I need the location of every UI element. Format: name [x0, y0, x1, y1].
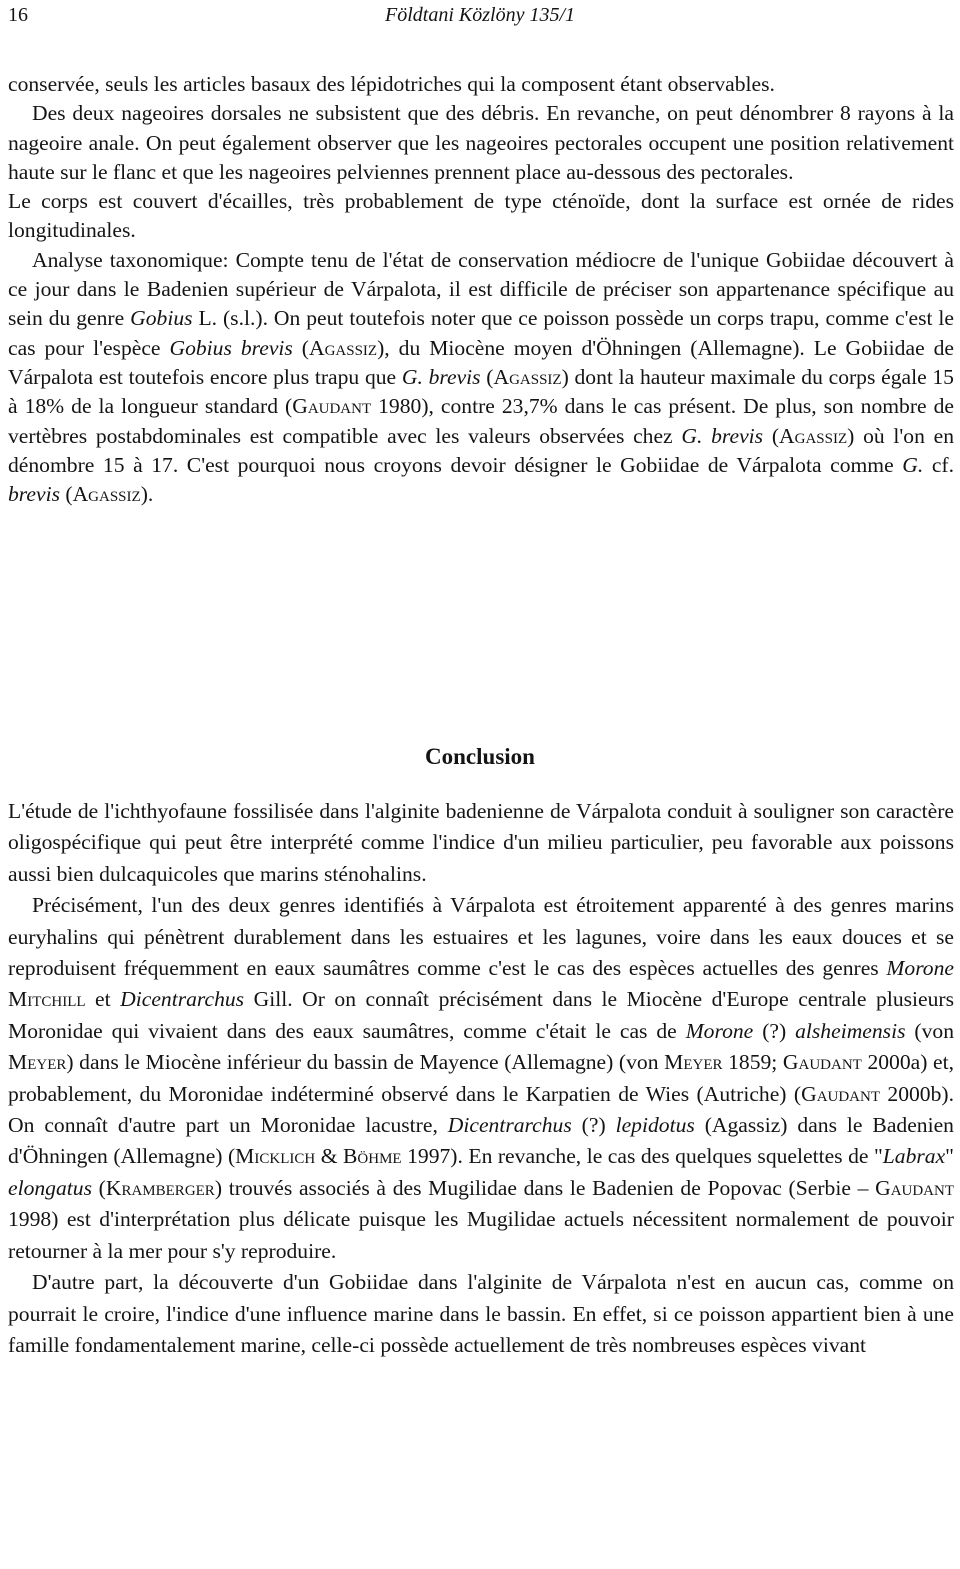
- author-name: Böhme: [343, 1144, 402, 1169]
- text-run: (: [763, 423, 780, 448]
- author-name: Mitchill: [8, 987, 86, 1012]
- text-run: ) dans le Miocène inférieur du bassin de Mayence (Allemagne) (von: [66, 1050, 665, 1075]
- author-name: Gaudant: [801, 1081, 881, 1106]
- description-block: [8, 70, 954, 509]
- text-run: ), du Miocène moyen d'Öhningen (Allemagne). Le Gobiidae de Várpalota est toutefois encore plus trapu que: [8, 335, 954, 389]
- text-run: 1980), contre 23,7% dans le cas présent. De plus, son nombre de vertèbres postabdominales est compatible avec les valeurs observées chez: [8, 394, 955, 448]
- text-run: (Agassiz) dans le Badenien d'Öhningen (Allemagne) (: [8, 1113, 954, 1169]
- taxon-name: Dicentrarchus: [120, 987, 245, 1012]
- text-run: ) où l'on en dénombre 15 à 17. C'est pourquoi nous croyons devoir désigner le Gobiidae de Várpalota comme: [8, 423, 954, 477]
- taxon-name: Gobius brevis: [169, 335, 293, 360]
- text-run: (von: [905, 1018, 954, 1043]
- section-heading-conclusion: Conclusion: [425, 744, 535, 769]
- taxon-name: Dicentrarchus: [447, 1113, 572, 1138]
- journal-title: Földtani Közlöny 135/1: [385, 4, 575, 26]
- author-name: Agassiz: [493, 364, 562, 389]
- text-run: ) dont la hauteur maximale du corps égale 15 à 18% de la longueur standard (: [8, 364, 954, 419]
- text-run: 1998) est d'interprétation plus délicate puisque les Mugilidae actuels nécessitent normalement de pouvoir retourner à la mer pour s'y reproduire.: [8, 1207, 954, 1263]
- taxon-name: brevis: [8, 482, 60, 507]
- author-name: Agassiz: [308, 335, 378, 360]
- taxon-name: Labrax: [882, 1144, 946, 1169]
- text-run: ": [945, 1144, 954, 1169]
- text-run: L. (s.l.). On peut toutefois noter que ce poisson possède un corps trapu, comme c'est le cas pour l'espèce: [8, 306, 954, 360]
- text-run: 2000b). On connaît d'autre part un Moronidae lacustre,: [8, 1081, 954, 1138]
- author-name: Meyer: [8, 1050, 67, 1075]
- paragraph-conclusion-intro: L'étude de l'ichthyofaune fossilisée dans l'alginite badenienne de Várpalota conduit à souligner son caractère oligospécifique qui peut être interprété comme l'indice d'un milieu particulier, peu favorable aux poissons aussi bien dulcaquicoles que marins sténohalins.: [8, 799, 954, 886]
- taxon-name: elongatus: [8, 1175, 92, 1200]
- author-name: Gaudant: [782, 1050, 862, 1075]
- running-header: [8, 0, 952, 30]
- text-run: &: [315, 1144, 344, 1169]
- text-run: et: [85, 987, 121, 1012]
- author-name: Gaudant: [875, 1175, 955, 1200]
- paragraph-fin-description: conservée, seuls les articles basaux des lépidotriches qui la composent étant observables.: [8, 72, 775, 96]
- text-run: (?): [753, 1018, 796, 1043]
- text-run: 1997). En revanche, le cas des quelques squelettes de ": [401, 1144, 883, 1169]
- paragraph-nageoires: Des deux nageoires dorsales ne subsistent que des débris. En revanche, on peut dénombrer 8 rayons à la nageoire anale. On peut également observer que les nageoires pectorales occupent une position relativement haute sur le flanc et que les nageoires pelviennes prennent place au-dessous des pectorales.: [8, 101, 954, 184]
- taxon-name: Gobius: [130, 306, 193, 331]
- text-run: (: [59, 482, 73, 507]
- taxon-name: G. brevis: [681, 423, 764, 448]
- taxon-name: G.: [902, 452, 924, 477]
- author-name: Meyer: [664, 1050, 723, 1075]
- conclusion-block: [8, 796, 954, 1361]
- text-run: (?): [571, 1113, 616, 1138]
- taxon-name: G. brevis: [401, 364, 481, 389]
- page-number: 16: [8, 4, 28, 26]
- paragraph-gobiidae-influence: D'autre part, la découverte d'un Gobiidae dans l'alginite de Várpalota n'est en aucun cas, comme on pourrait le croire, l'indice d'une influence marine dans le bassin. En effet, si ce poisson appartient bien à une famille fondamentalement marine, celle-ci possède actuellement de très nombreuses espèces vivant: [8, 1270, 954, 1357]
- text-run: (: [480, 364, 494, 389]
- text-run: 2000a) et, probablement, du Moronidae indéterminé observé dans le Karpatien de Wies (Autriche) (: [8, 1050, 955, 1106]
- text-run: ) trouvés associés à des Mugilidae dans le Badenien de Popovac (Serbie –: [214, 1175, 876, 1200]
- text-run: Analyse taxonomique: Compte tenu de l'état de conservation médiocre de l'unique Gobiidae découvert à ce jour dans le Badenien supérieur de Várpalota, il est difficile de préciser son appartenance spécifique au sein du genre: [8, 247, 954, 331]
- author-name: Agassiz: [779, 423, 848, 448]
- taxon-name: alsheimensis: [795, 1018, 906, 1043]
- paragraph-ecailles: Le corps est couvert d'écailles, très probablement de type cténoïde, dont la surface est ornée de rides longitudinales.: [8, 189, 954, 243]
- text-run: Précisément, l'un des deux genres identifiés à Várpalota est étroitement apparenté à des genres marins euryhalins qui pénètrent durablement dans les estuaires et les lagunes, voire dans les eaux douces et se reproduisent fréquemment en eaux saumâtres comme c'est le cas des espèces actuelles des genres: [8, 893, 954, 981]
- author-name: Gaudant: [292, 394, 372, 419]
- author-name: Agassiz: [72, 482, 141, 507]
- taxon-name: Morone: [685, 1018, 754, 1043]
- text-run: (: [91, 1175, 106, 1200]
- author-name: Micklich: [235, 1144, 316, 1169]
- author-name: Kramberger: [105, 1175, 215, 1200]
- text-run: (: [292, 335, 309, 360]
- text-run: cf.: [923, 452, 954, 477]
- text-run: 1859;: [722, 1050, 783, 1075]
- taxon-name: lepidotus: [615, 1113, 695, 1138]
- taxon-name: Morone: [886, 956, 954, 981]
- text-run: ).: [140, 482, 154, 507]
- paragraph-moronidae: [8, 890, 954, 1267]
- text-run: Gill. Or on connaît précisément dans le Miocène d'Europe centrale plusieurs Moronidae qui vivaient dans des eaux saumâtres, comme c'était le cas de: [8, 987, 954, 1043]
- paragraph-analyse-taxonomique: [8, 246, 954, 510]
